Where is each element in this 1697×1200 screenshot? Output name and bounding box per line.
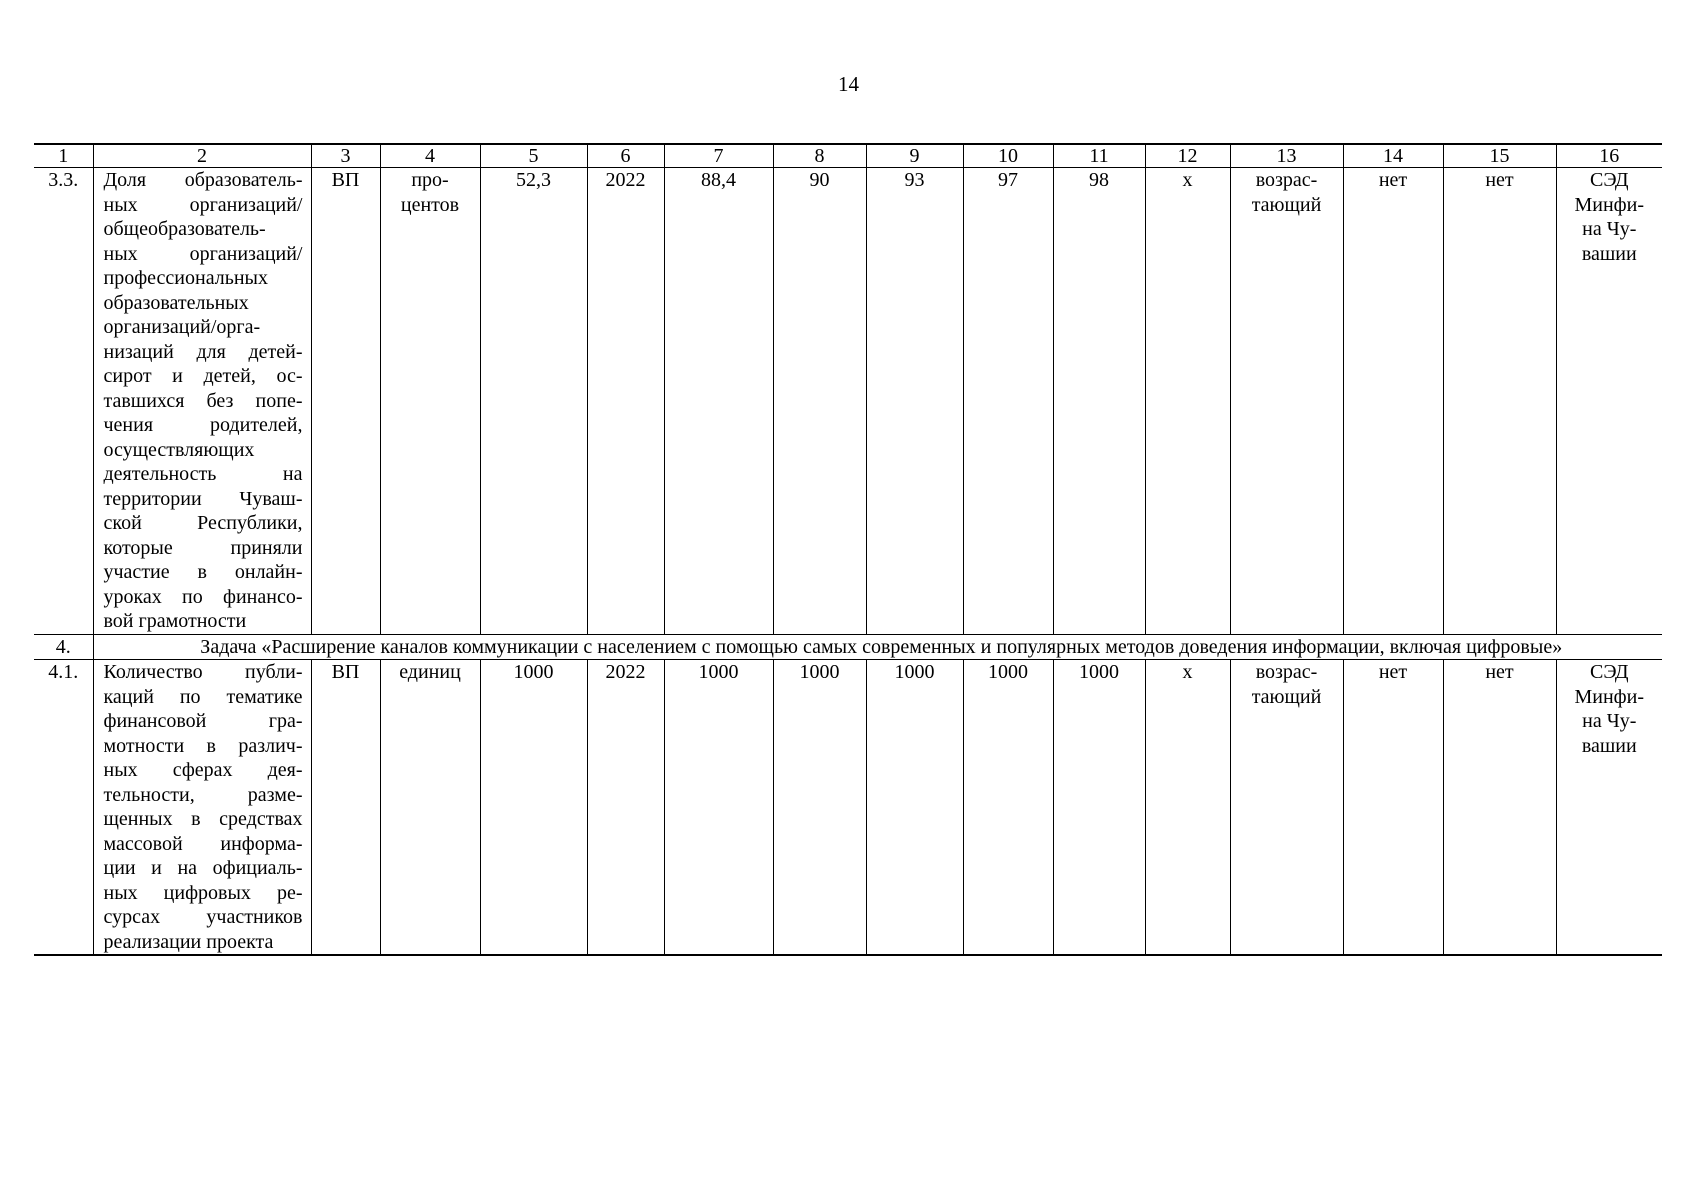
cell-line: которые приняли bbox=[103, 536, 303, 559]
cell-line: мотности в различ- bbox=[103, 734, 303, 757]
cell-line: возрас- bbox=[1255, 169, 1318, 191]
column-number-cell: 3 bbox=[311, 144, 380, 168]
column-number-cell: 14 bbox=[1343, 144, 1443, 168]
value-cell: 93 bbox=[866, 168, 963, 635]
value-cell: 97 bbox=[963, 168, 1053, 635]
cell-line: ции и на официаль- bbox=[103, 857, 303, 879]
row-number: 4. bbox=[34, 634, 93, 660]
cell-line: участие в онлайн- bbox=[103, 561, 303, 583]
value-cell: 1000 bbox=[664, 660, 773, 956]
value-cell: 1000 bbox=[773, 660, 866, 956]
column-number-cell: 1 bbox=[34, 144, 93, 168]
column-number-cell: 9 bbox=[866, 144, 963, 168]
cell-line: про- bbox=[411, 169, 449, 191]
value-cell: 90 bbox=[773, 168, 866, 635]
indicator-name bbox=[93, 168, 311, 635]
column-number-cell: 15 bbox=[1443, 144, 1556, 168]
base-value-cell: 52,3 bbox=[480, 168, 587, 635]
flag-cell: нет bbox=[1443, 660, 1556, 956]
cell-line: щенных в средствах bbox=[103, 808, 303, 830]
base-year-cell: 2022 bbox=[587, 168, 664, 635]
level-cell: ВП bbox=[311, 660, 380, 956]
cell-line: образовательных bbox=[103, 291, 249, 314]
cell-line: сурсах участников bbox=[103, 906, 303, 928]
cell-line: вой грамотности bbox=[103, 610, 247, 632]
cell-line: вашии bbox=[1581, 734, 1637, 757]
column-number-cell: 16 bbox=[1556, 144, 1662, 168]
column-number-cell: 6 bbox=[587, 144, 664, 168]
column-number-cell: 8 bbox=[773, 144, 866, 168]
cell-line: Количество публи- bbox=[103, 661, 303, 683]
value-cell: 88,4 bbox=[664, 168, 773, 635]
base-year-cell: 2022 bbox=[587, 660, 664, 956]
cell-line: реализации проекта bbox=[103, 930, 274, 953]
cell-line: профессиональных bbox=[103, 267, 268, 289]
cell-line: сирот и детей, ос- bbox=[103, 365, 303, 387]
cell-line: ных организаций/ bbox=[103, 193, 303, 216]
column-number-cell: 11 bbox=[1053, 144, 1145, 168]
cell-line: единиц bbox=[399, 661, 461, 683]
value-cell: х bbox=[1145, 168, 1230, 635]
column-number-cell: 5 bbox=[480, 144, 587, 168]
flag-cell: нет bbox=[1343, 660, 1443, 956]
cell-line: чения родителей, bbox=[103, 414, 303, 436]
value-cell: 1000 bbox=[963, 660, 1053, 956]
cell-line: СЭД bbox=[1589, 661, 1629, 683]
cell-line: массовой информа- bbox=[103, 832, 303, 855]
cell-line: уроках по финансо- bbox=[103, 585, 303, 608]
cell-line: Доля образователь- bbox=[103, 169, 303, 191]
cell-line: ных сферах дея- bbox=[103, 759, 303, 781]
indicators-table bbox=[34, 143, 1662, 956]
cell-line: ных организаций/ bbox=[103, 242, 303, 265]
cell-line: деятельность на bbox=[103, 463, 303, 485]
trend-cell bbox=[1230, 168, 1343, 635]
cell-line: тающий bbox=[1251, 685, 1322, 708]
cell-line: организаций/орга- bbox=[103, 316, 261, 338]
cell-line: тельности, разме- bbox=[103, 783, 303, 806]
cell-line: низаций для детей- bbox=[103, 340, 303, 363]
column-number-cell: 10 bbox=[963, 144, 1053, 168]
row-number: 3.3. bbox=[34, 168, 93, 635]
value-cell: х bbox=[1145, 660, 1230, 956]
trend-cell bbox=[1230, 660, 1343, 956]
cell-line: возрас- bbox=[1255, 661, 1318, 683]
cell-line: на Чу- bbox=[1582, 218, 1637, 240]
cell-line: территории Чуваш- bbox=[103, 487, 303, 510]
unit-cell bbox=[380, 660, 480, 956]
row-number: 4.1. bbox=[34, 660, 93, 956]
task-title: Задача «Расширение каналов коммуникации с населением с помощью самых современных и популярных методов доведения информации, включая цифровые» bbox=[93, 634, 1662, 660]
cell-line: центов bbox=[400, 193, 460, 216]
cell-line: ской Республики, bbox=[103, 512, 303, 534]
base-value-cell: 1000 bbox=[480, 660, 587, 956]
value-cell: 1000 bbox=[866, 660, 963, 956]
indicator-row bbox=[34, 660, 1662, 956]
flag-cell: нет bbox=[1343, 168, 1443, 635]
column-number-cell: 13 bbox=[1230, 144, 1343, 168]
cell-line: общеобразователь- bbox=[103, 218, 266, 240]
cell-line: СЭД bbox=[1589, 169, 1629, 191]
cell-line: финансовой гра- bbox=[103, 710, 303, 732]
flag-cell: нет bbox=[1443, 168, 1556, 635]
unit-cell bbox=[380, 168, 480, 635]
column-number-cell: 4 bbox=[380, 144, 480, 168]
value-cell: 98 bbox=[1053, 168, 1145, 635]
column-number-cell: 12 bbox=[1145, 144, 1230, 168]
info-system-cell bbox=[1556, 660, 1662, 956]
cell-line: осуществляющих bbox=[103, 438, 255, 461]
cell-line: Минфи- bbox=[1574, 193, 1644, 216]
indicator-name bbox=[93, 660, 311, 956]
value-cell: 1000 bbox=[1053, 660, 1145, 956]
column-number-cell: 2 bbox=[93, 144, 311, 168]
column-number-cell: 7 bbox=[664, 144, 773, 168]
cell-line: тающий bbox=[1251, 193, 1322, 216]
cell-line: Минфи- bbox=[1574, 685, 1644, 708]
info-system-cell bbox=[1556, 168, 1662, 635]
indicator-row bbox=[34, 168, 1662, 635]
cell-line: на Чу- bbox=[1582, 710, 1637, 732]
cell-line: тавшихся без попе- bbox=[103, 389, 303, 412]
cell-line: ных цифровых ре- bbox=[103, 881, 303, 904]
level-cell: ВП bbox=[311, 168, 380, 635]
task-row bbox=[34, 634, 1662, 660]
cell-line: вашии bbox=[1581, 242, 1637, 265]
column-number-row bbox=[34, 144, 1662, 168]
cell-line: каций по тематике bbox=[103, 685, 303, 708]
page-number: 14 bbox=[838, 72, 859, 96]
